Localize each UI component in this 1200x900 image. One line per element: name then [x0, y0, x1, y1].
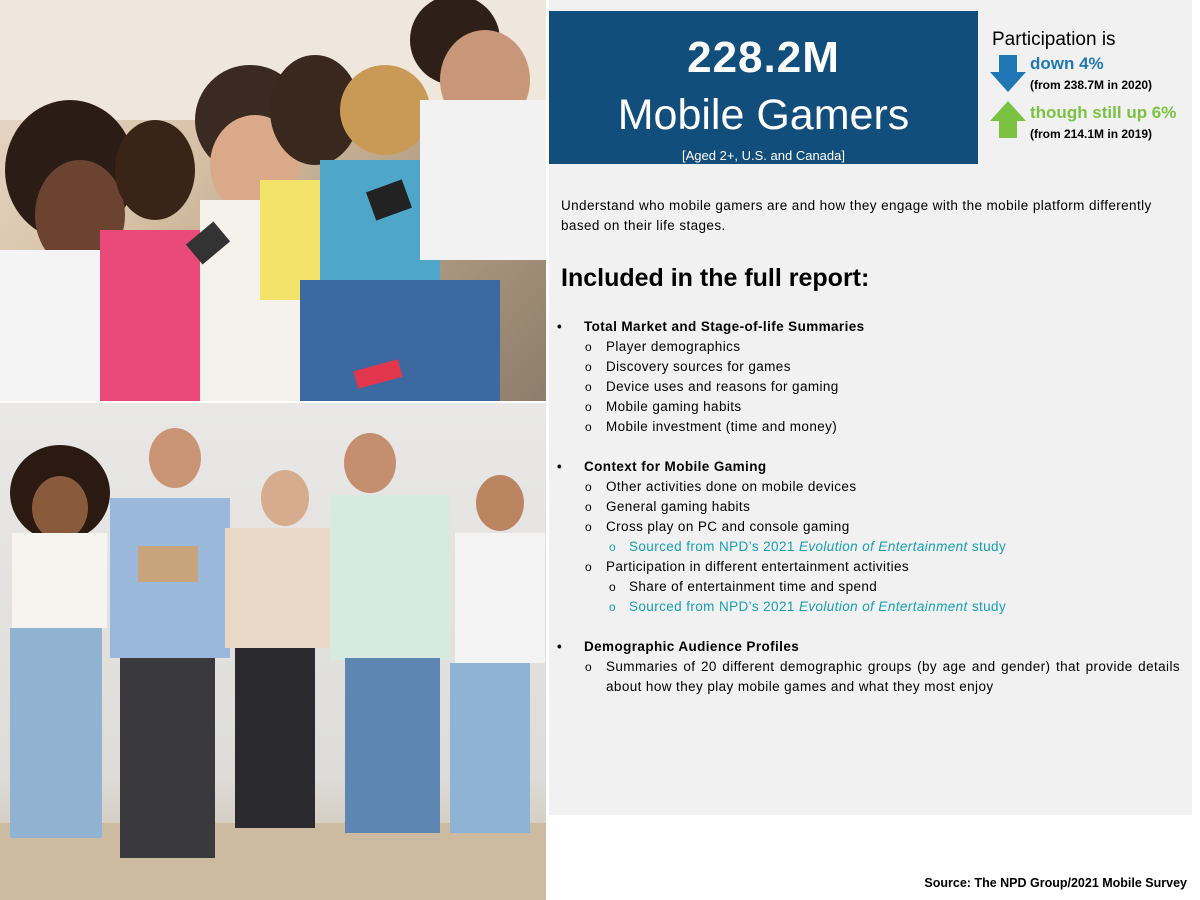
source-note-suffix: study	[967, 599, 1007, 614]
source-note-prefix: Sourced from NPD’s 2021	[629, 539, 799, 554]
arrow-down-icon	[989, 55, 1027, 93]
stat-label: Mobile Gamers	[617, 91, 910, 139]
report-outline	[557, 317, 1182, 697]
list-item: o Other activities done on mobile devices	[557, 477, 1182, 497]
section-title: • Demographic Audience Profiles	[557, 637, 1182, 657]
section-title: • Context for Mobile Gaming	[557, 457, 1182, 477]
source-note-suffix: study	[967, 539, 1007, 554]
participation-up-detail: (from 214.1M in 2019)	[1030, 127, 1153, 141]
list-item: o Mobile investment (time and money)	[557, 417, 1182, 437]
stat-note: [Aged 2+, U.S. and Canada]	[682, 148, 845, 163]
source-note	[557, 537, 1182, 557]
source-note-study: Evolution of Entertainment	[798, 599, 968, 614]
list-item: o Player demographics	[557, 337, 1182, 357]
source-note-prefix: Sourced from NPD’s 2021	[629, 599, 799, 614]
report-heading: Included in the full report:	[561, 264, 870, 292]
participation-up-label: though still up 6%	[1030, 103, 1177, 122]
sub-list-item: o Share of entertainment time and spend	[557, 577, 1182, 597]
section-title: • Total Market and Stage-of-life Summaries	[557, 317, 1182, 337]
list-item: o Discovery sources for games	[557, 357, 1182, 377]
source-note-study: Evolution of Entertainment	[798, 539, 968, 554]
participation-down-detail: (from 238.7M in 2020)	[1030, 78, 1153, 92]
arrow-up-icon	[989, 101, 1027, 139]
intro-text: Understand who mobile gamers are and how they engage with the mobile platform differently based on their life stages.	[561, 198, 1152, 233]
stat-number: 228.2M	[687, 33, 840, 82]
source-note	[557, 597, 1182, 617]
participation-title: Participation is	[992, 29, 1116, 50]
participation-down-label: down 4%	[1030, 54, 1104, 73]
list-item: o Participation in different entertainment activities	[557, 557, 1182, 577]
photo-adults-with-devices	[0, 403, 546, 900]
list-item: o Cross play on PC and console gaming	[557, 517, 1182, 537]
list-item: o General gaming habits	[557, 497, 1182, 517]
photo-kids-with-phones	[0, 0, 546, 401]
list-item: o Device uses and reasons for gaming	[557, 377, 1182, 397]
source-footnote: Source: The NPD Group/2021 Mobile Survey	[924, 876, 1187, 890]
list-item: o Mobile gaming habits	[557, 397, 1182, 417]
stat-box	[549, 11, 978, 164]
list-item: o Summaries of 20 different demographic groups (by age and gender) that provide details about how they play mobile games and what they most enjoy	[557, 657, 1182, 697]
